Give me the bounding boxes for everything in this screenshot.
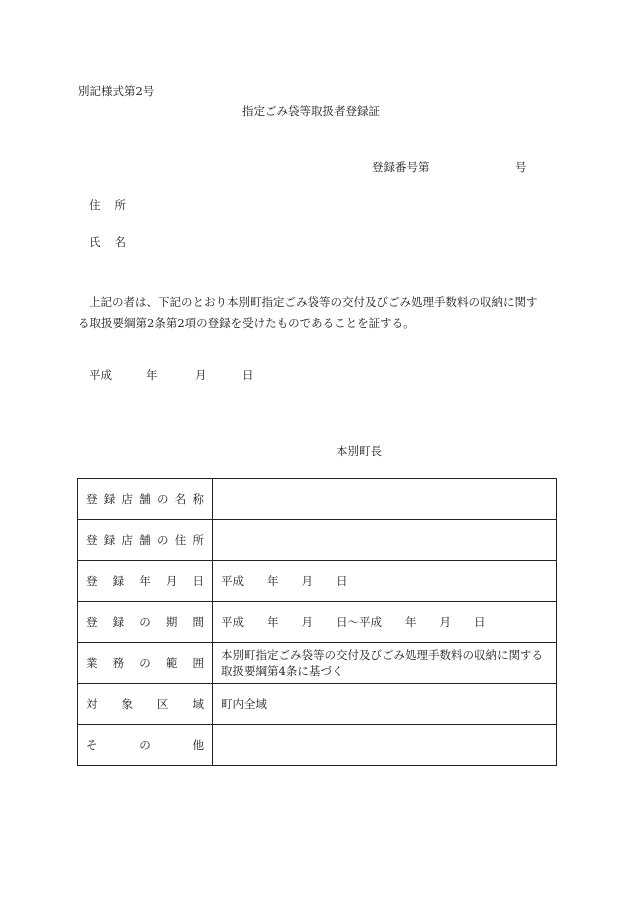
registration-number-suffix: 号	[515, 160, 527, 174]
document-title: 指定ごみ袋等取扱者登録証	[242, 104, 380, 118]
issue-date-month: 月	[195, 368, 207, 382]
certification-text-line1: 上記の者は、下記のとおり本別町指定ごみ袋等の交付及びごみ処理手数料の収納に関す	[89, 295, 538, 309]
mayor-signature-line: 本別町長	[336, 444, 382, 458]
issue-date-year: 年	[146, 368, 158, 382]
target-area-value: 町内全域	[213, 684, 557, 725]
store-name-label: 登 録 店 舗 の 名 称	[86, 491, 204, 506]
registration-number-prefix: 登録番号第	[372, 160, 430, 174]
registration-table	[77, 478, 557, 766]
registration-date-value: 平成 年 月 日	[213, 561, 557, 602]
table-row	[78, 725, 557, 766]
registration-period-label: 登 録 の 期 間	[86, 614, 204, 629]
row-label-registration-date	[78, 561, 213, 602]
target-area-label: 対 象 区 域	[86, 696, 204, 711]
certification-text	[78, 292, 558, 334]
row-label-store-name	[78, 479, 213, 520]
row-label-business-scope	[78, 643, 213, 684]
registration-period-value: 平成 年 月 日～平成 年 月 日	[213, 602, 557, 643]
other-value	[213, 725, 557, 766]
table-row	[78, 520, 557, 561]
name-label: 氏名	[89, 235, 140, 249]
row-label-store-address	[78, 520, 213, 561]
business-scope-label: 業 務 の 範 囲	[86, 655, 204, 670]
table-row	[78, 479, 557, 520]
store-name-value	[213, 479, 557, 520]
row-label-other	[78, 725, 213, 766]
table-row	[78, 602, 557, 643]
store-address-value	[213, 520, 557, 561]
form-number: 別記様式第2号	[78, 84, 155, 98]
table-row	[78, 684, 557, 725]
certification-text-line2: る取扱要綱第2条第2項の登録を受けたものであることを証する。	[78, 316, 415, 330]
table-row	[78, 561, 557, 602]
store-address-label: 登 録 店 舗 の 住 所	[86, 532, 204, 547]
row-label-target-area	[78, 684, 213, 725]
business-scope-value: 本別町指定ごみ袋等の交付及びごみ処理手数料の収納に関する取扱要綱第4条に基づく	[213, 643, 557, 684]
issue-date-era: 平成	[89, 368, 112, 382]
registration-date-label: 登 録 年 月 日	[86, 573, 204, 588]
issue-date	[89, 368, 254, 383]
address-label: 住所	[89, 198, 140, 212]
row-label-registration-period	[78, 602, 213, 643]
other-label: そ の 他	[86, 737, 204, 752]
table-row	[78, 643, 557, 684]
issue-date-day: 日	[242, 368, 254, 382]
